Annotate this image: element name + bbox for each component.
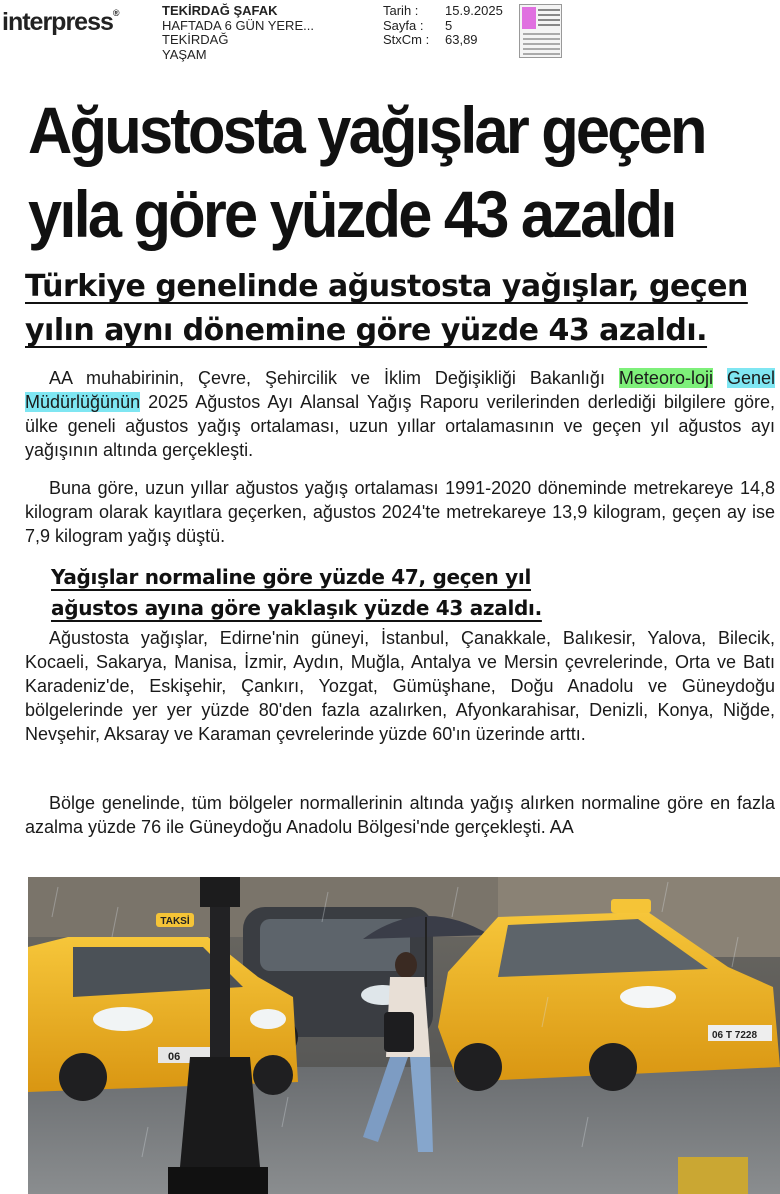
subhead2-line-1: Yağışlar normaline göre yüzde 47, geçen yıl [51, 565, 532, 589]
highlight-genel: Genel [726, 368, 775, 388]
paragraph-2-text: Buna göre, uzun yıllar ağustos yağış ortalaması 1991-2020 döneminde metrekareye 14,8 kilogram olarak kayıtlara geçerken, ağustos 2024'te metrekareye 13,9 kilogram, geçen ay ise 7,9 kilogram yağış düştü. [25, 478, 775, 546]
subhead2-line-2: ağustos ayına göre yaklaşık yüzde 43 azaldı. [51, 596, 542, 620]
rainy-street-illustration [28, 877, 780, 1194]
page-label: Sayfa : [383, 17, 424, 33]
article-photo [28, 877, 780, 1194]
right-plate-text: 06 T 7228 [712, 1030, 758, 1041]
p1-text-d: 2025 Ağustos Ayı Alansal Yağış Raporu verilerinden derlediği bilgilere göre, ülke geneli ağustos yağış ortalaması, uzun yıllar ortalamasının ve geçen yıl ağustos ayı yağışının altında gerçekleşti. [25, 392, 775, 460]
subhead-line-2: yılın aynı dönemine göre yüzde 43 azaldı. [25, 313, 708, 348]
left-plate-text: 06 [168, 1051, 181, 1063]
paragraph-4-text: Bölge genelinde, tüm bölgeler normallerinin altında yağış alırken normaline göre en fazla azalma yüzde 76 ile Güneydoğu Anadolu Bölgesi'nde gerçekleşti. AA [25, 793, 775, 837]
date-label: Tarih : [383, 3, 419, 18]
subhead-line-1: Türkiye genelinde ağustosta yağışlar, geçen [25, 269, 748, 304]
paragraph-3 [25, 626, 775, 746]
headline-line-1: Ağustosta yağışlar geçen [28, 93, 705, 167]
stxcm-value: 63,89 [445, 32, 478, 47]
page-thumbnail[interactable] [519, 4, 562, 58]
paragraph-2 [25, 476, 775, 548]
publication-section: YAŞAM [162, 46, 207, 62]
p1-text-a: AA muhabirinin, Çevre, Şehircilik ve İklim Değişikliği Bakanlığı [49, 368, 619, 388]
page-value: 5 [445, 17, 453, 33]
interpress-logo: interpress® [2, 8, 119, 36]
publication-city: TEKİRDAĞ [162, 32, 229, 47]
date-value: 15.9.2025 [445, 3, 503, 18]
clipping-meta [383, 4, 503, 48]
paragraph-1 [25, 366, 775, 462]
p1-text-b [713, 368, 727, 388]
taxi-sign-text: TAKSİ [160, 916, 190, 927]
headline-line-2: yıla göre yüzde 43 azaldı [28, 177, 675, 251]
article-headline [28, 88, 726, 256]
publication-frequency: HAFTADA 6 GÜN YERE... [162, 17, 314, 33]
highlight-mudurlugunun: Müdürlüğünün [25, 392, 141, 412]
article-subheadline [25, 265, 775, 353]
paragraph-3-text: Ağustosta yağışlar, Edirne'nin güneyi, İstanbul, Çanakkale, Balıkesir, Yalova, Bilecik, Kocaeli, Sakarya, Manisa, İzmir, Aydın, Muğla, Antalya ve Mersin çevrelerinde, Orta ve Batı Karadeniz'de, Eskişehir, Çankırı, Yozgat, Gümüşhane, Doğu Anadolu ve Güneydoğu bölgelerinde yer yer yüzde 80'den fazla azalırken, Afyonkarahisar, Denizli, Konya, Niğde, Nevşehir, Aksaray ve Karaman çevrelerinde yüzde 60'ın üzerinde arttı. [25, 628, 775, 744]
publication-name: TEKİRDAĞ ŞAFAK [162, 3, 278, 18]
highlight-meteoroloji: Meteoro-loji [618, 368, 713, 388]
stxcm-label: StxCm : [383, 32, 430, 47]
section-subheading [51, 562, 751, 624]
publication-info [162, 4, 314, 62]
yellow-bollard [678, 1157, 748, 1194]
paragraph-4 [25, 791, 775, 839]
